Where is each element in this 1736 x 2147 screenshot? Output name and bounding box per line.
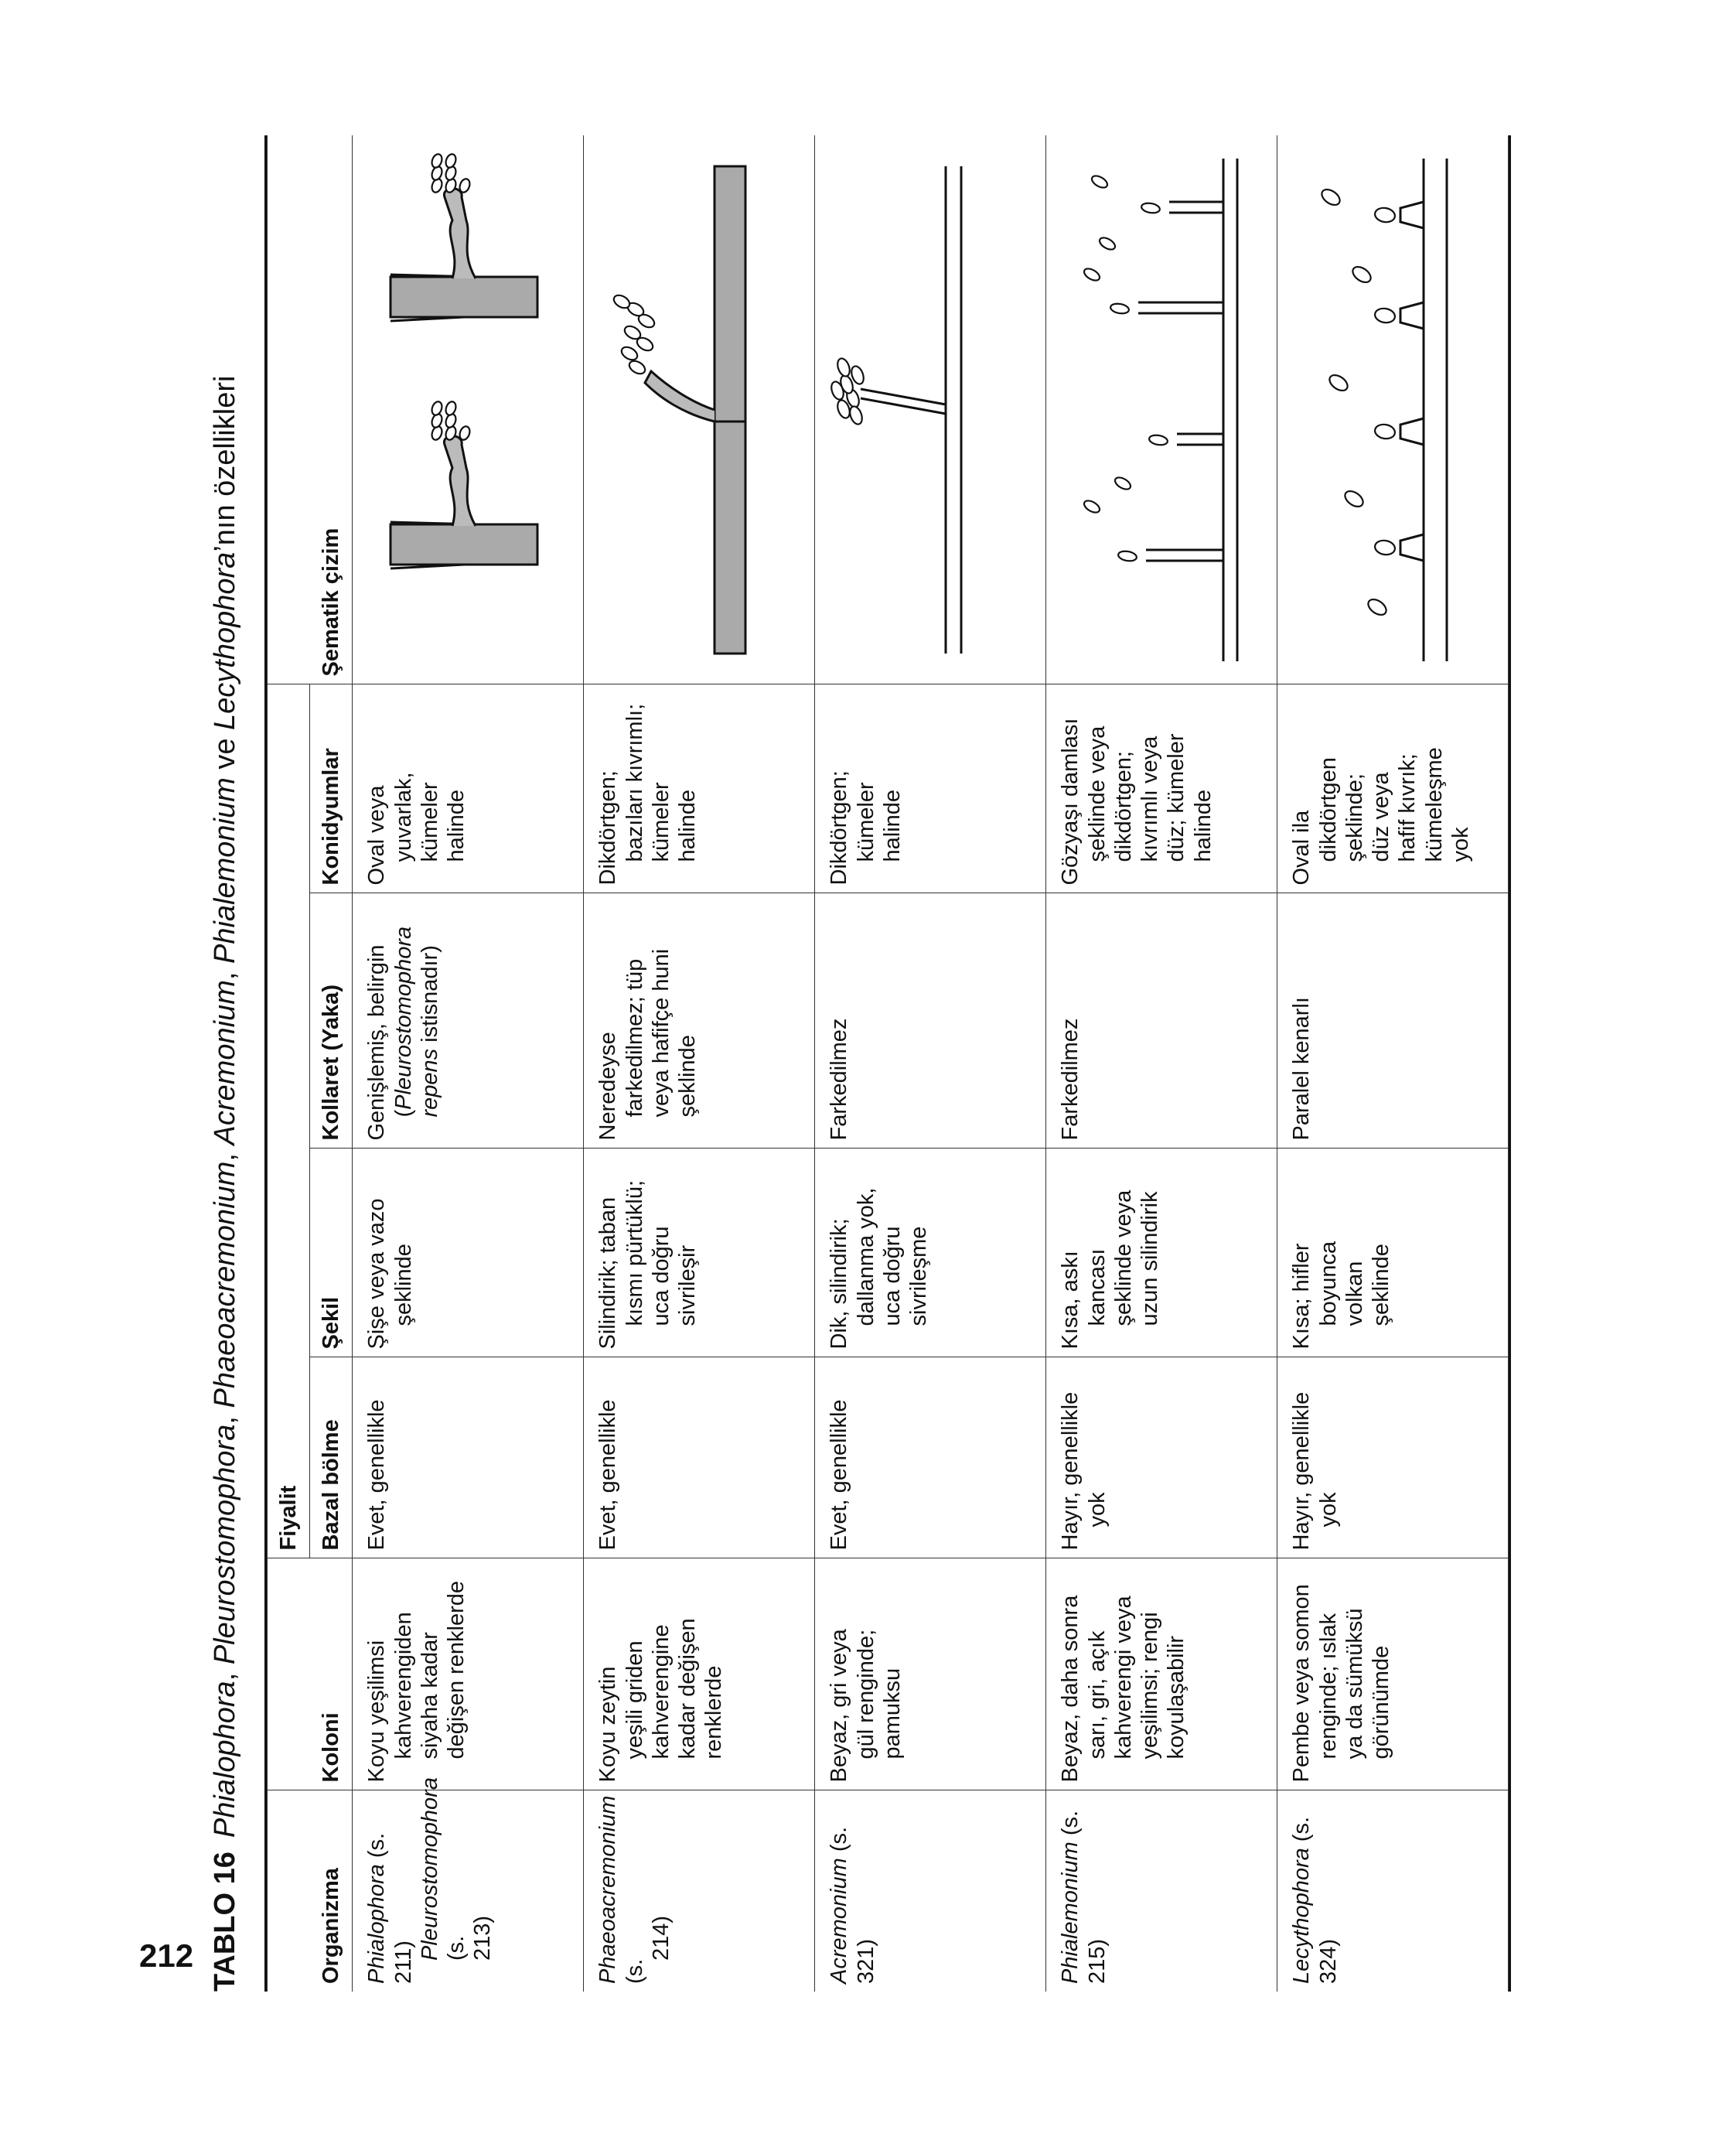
header-basal-septum: Bazal bölme [310, 1357, 353, 1558]
cell-line: kümeleşme [1421, 747, 1447, 862]
cell-line: dallanma yok, [853, 1187, 878, 1326]
colony-cell [353, 1558, 584, 1790]
cell-line: Beyaz, gri veya [827, 1629, 852, 1783]
cell-text: (s. [622, 1958, 647, 1984]
cell-line: kadar değişen [675, 1618, 701, 1760]
cell-line: değişen renklerde [444, 1580, 469, 1760]
cell-line: hafif kıvrık; [1395, 753, 1421, 862]
lecythophora-sketch-icon-drawing [1292, 143, 1493, 677]
cell-line: uzun silindirik [1137, 1191, 1163, 1326]
header-collarette: Kollaret (Yaka) [310, 893, 353, 1149]
shape-cell [815, 1149, 1046, 1357]
cell-line [363, 1799, 416, 1985]
collarette-cell [1277, 893, 1509, 1149]
colony-cell [1046, 1558, 1277, 1790]
title-part: , [209, 1408, 241, 1425]
cell-text: şeklinde [675, 1035, 701, 1118]
cell-line: Silindirik; taban [595, 1196, 621, 1350]
table-label: TABLO 16 [209, 1852, 241, 1992]
comparison-table [267, 135, 1509, 1992]
cell-line: kıvrımlı veya [1137, 736, 1163, 862]
cell-line: yuvarlak, [391, 772, 416, 862]
cell-line: Kısa; hifler [1289, 1243, 1315, 1350]
cell-line: Kısa, askı [1058, 1251, 1083, 1350]
cell-line: Oval ila [1289, 810, 1315, 886]
header-organism: Organizma [268, 1790, 353, 1992]
title-part: , [209, 964, 241, 981]
table-row [353, 135, 584, 1992]
cell-line: görünümde [1369, 1645, 1394, 1760]
cell-line: gül renginde; [853, 1629, 878, 1760]
cell-line [595, 902, 621, 1141]
cell-text: (s. 324) [1289, 1816, 1341, 1984]
lecythophora-sketch-icon [1277, 135, 1509, 684]
cell-line: halinde [879, 789, 905, 862]
cell-text: Acremonium [827, 1858, 852, 1984]
cell-line: şeklinde [1369, 1244, 1394, 1326]
cell-line [417, 1777, 469, 1985]
cell-text: Neredeyse [595, 1032, 621, 1141]
organism-cell [815, 1790, 1046, 1992]
cell-line [622, 902, 648, 1141]
phialemonium-sketch-icon [1046, 135, 1277, 684]
cell-line: yok [1448, 827, 1473, 862]
title-part: ’nın özellikleri [209, 375, 241, 552]
cell-line: Şişe veya vazo [364, 1198, 390, 1350]
cell-line: kısmı pürtüklü; [622, 1179, 647, 1326]
cell-text: (s. 211) [364, 1832, 416, 1984]
cell-line: düz veya [1369, 772, 1394, 862]
cell-line: dikdörtgen; [1110, 751, 1136, 862]
shape-cell [1046, 1149, 1277, 1357]
cell-text: Phialophora [364, 1864, 390, 1984]
cell-line: kümeler [417, 782, 442, 862]
title-part: , [209, 1664, 241, 1681]
phialophora-sketch-icon-drawing [367, 143, 568, 677]
cell-line: şeklinde veya [1084, 725, 1110, 862]
cell-text: Pleurostomophora [417, 1777, 442, 1961]
header-phialide: Fiyalit [268, 684, 310, 1558]
cell-line: halinde [675, 789, 701, 862]
cell-line: uca doğru [648, 1226, 674, 1326]
cell-line: kahverengi veya [1110, 1596, 1136, 1760]
cell-line [648, 1799, 674, 1985]
cell-line: Oval veya [364, 785, 390, 886]
cell-line: Koyu zeytin [595, 1666, 621, 1783]
cell-line [674, 902, 701, 1141]
cell-line [1288, 902, 1315, 1141]
cell-line: koyulaşabilir [1164, 1635, 1189, 1760]
cell-line: kahverengine [648, 1624, 674, 1760]
cell-line [595, 1795, 647, 1985]
cell-text: istisnadır) [417, 945, 442, 1049]
title-part: ve [209, 729, 241, 778]
table-frame [264, 135, 1511, 1992]
organism-cell [1277, 1790, 1509, 1992]
table-row [1046, 135, 1277, 1992]
cell-line: ya da sümüksü [1342, 1608, 1367, 1760]
cell-line: renginde; ıslak [1315, 1613, 1341, 1760]
cell-line: şeklinde [391, 1244, 416, 1326]
collarette-cell [584, 893, 815, 1149]
cell-line: Dikdörtgen; [827, 770, 852, 886]
acremonium-sketch-icon [815, 135, 1046, 684]
cell-line: uca doğru [879, 1226, 905, 1326]
organism-cell [584, 1790, 815, 1992]
title-part: , [209, 1145, 241, 1162]
cell-line: Dik, silindirik; [827, 1218, 852, 1350]
table-title [209, 376, 242, 1992]
cell-line: Evet, genellikle [827, 1399, 852, 1551]
cell-line: siyaha kadar [417, 1632, 442, 1760]
colony-cell [1277, 1558, 1509, 1790]
table-row [1277, 135, 1509, 1992]
cell-text: repens [417, 1048, 442, 1118]
colony-cell [815, 1558, 1046, 1790]
cell-line: sivrileşme [906, 1226, 932, 1326]
phialophora-sketch-icon [353, 135, 584, 684]
cell-line: kümeler [648, 782, 674, 862]
cell-line: Hayır, genellikle [1058, 1391, 1083, 1551]
collarette-cell [1046, 893, 1277, 1149]
cell-text: (s. 321) [827, 1826, 878, 1984]
header-shape: Şekil [310, 1149, 353, 1357]
basal-septum-cell [1277, 1357, 1509, 1558]
cell-line [826, 1799, 878, 1985]
conidia-cell [815, 684, 1046, 893]
conidia-cell [1277, 684, 1509, 893]
cell-text: 213) [470, 1915, 496, 1961]
cell-line: şeklinde veya [1110, 1190, 1136, 1326]
cell-line [417, 902, 443, 1141]
cell-line: pamuksu [879, 1667, 905, 1760]
cell-line [363, 902, 390, 1141]
cell-line [826, 902, 852, 1141]
cell-text: (s. [444, 1935, 469, 1961]
cell-line: kümeler [853, 782, 878, 862]
shape-cell [1277, 1149, 1509, 1357]
table-row [584, 135, 815, 1992]
cell-line: bazıları kıvrımlı; [622, 703, 647, 862]
cell-line [1288, 1799, 1341, 1985]
title-part: Phialemonium [209, 777, 241, 964]
rotated-table-page [209, 128, 1523, 1992]
cell-line: düz; kümeler [1164, 733, 1189, 862]
cell-text: farkedilmez; tüp [622, 958, 647, 1118]
cell-text: Pleurostomophora [391, 926, 416, 1110]
cell-line: Hayır, genellikle [1289, 1391, 1315, 1551]
conidia-cell [1046, 684, 1277, 893]
acremonium-sketch-icon-drawing [830, 143, 1031, 677]
collarette-cell [815, 893, 1046, 1149]
cell-line [391, 902, 417, 1141]
cell-line: Dikdörtgen; [595, 770, 621, 886]
basal-septum-cell [815, 1357, 1046, 1558]
cell-line: Pembe veya somon [1289, 1584, 1315, 1783]
collarette-cell [353, 893, 584, 1149]
table-caption [209, 376, 241, 1838]
cell-text: Lecythophora [1289, 1848, 1315, 1984]
title-part: Acremonium [209, 980, 241, 1145]
cell-line: kancası [1084, 1248, 1110, 1326]
cell-line: halinde [444, 789, 469, 862]
cell-text: 214) [648, 1915, 674, 1961]
organism-cell [1046, 1790, 1277, 1992]
cell-line: volkan [1342, 1261, 1367, 1326]
conidia-cell [584, 684, 815, 893]
cell-text: veya hafifçe huni [648, 948, 674, 1118]
colony-cell [584, 1558, 815, 1790]
cell-line: şeklinde; [1342, 773, 1367, 862]
table-row [815, 135, 1046, 1992]
cell-text: Phaeoacremonium [595, 1795, 621, 1984]
phaeoacremonium-sketch-icon-drawing [599, 143, 800, 677]
organism-cell [353, 1777, 584, 1992]
title-part: Pleurostomophora [209, 1424, 241, 1665]
phialemonium-sketch-icon-drawing [1061, 143, 1262, 677]
cell-line: boyunca [1315, 1241, 1341, 1326]
cell-line: Gözyaşı damlası [1058, 718, 1083, 886]
header-conidia: Konidyumlar [310, 684, 353, 893]
cell-line: Evet, genellikle [595, 1399, 621, 1551]
title-part: Lecythophora [209, 551, 241, 730]
cell-line [469, 1799, 496, 1985]
cell-line: Koyu yeşilimsi [364, 1640, 390, 1783]
table-body [353, 135, 1509, 1992]
title-part: Phialophora [209, 1681, 241, 1838]
cell-line: Evet, genellikle [364, 1399, 390, 1551]
cell-line: dikdörtgen [1315, 757, 1341, 862]
page-number: 212 [139, 1937, 194, 1974]
cell-line: sarı, gri, açık [1084, 1630, 1110, 1760]
phaeoacremonium-sketch-icon [584, 135, 815, 684]
cell-text: Farkedilmez [1058, 1018, 1083, 1141]
cell-text: ( [391, 1109, 416, 1118]
cell-text: Genişlemiş, belirgin [364, 944, 390, 1141]
basal-septum-cell [353, 1357, 584, 1558]
cell-line: yok [1315, 1492, 1341, 1527]
title-part: Phaeoacremonium [209, 1161, 241, 1408]
cell-text: Paralel kenarlı [1289, 997, 1315, 1141]
cell-line: sivrileşir [675, 1244, 701, 1326]
cell-line: halinde [1190, 789, 1216, 862]
cell-text: Farkedilmez [827, 1018, 852, 1141]
cell-text: Phialemonium [1058, 1842, 1083, 1984]
cell-line: yeşilimsi; rengi [1137, 1612, 1163, 1760]
cell-text: (s. 215) [1058, 1810, 1110, 1984]
cell-line [648, 902, 674, 1141]
cell-line: yeşili griden [622, 1640, 647, 1760]
header-row-group [268, 135, 310, 1992]
cell-line: Beyaz, daha sonra [1058, 1595, 1083, 1783]
cell-line: renklerde [701, 1665, 727, 1760]
cell-line [1057, 902, 1083, 1141]
shape-cell [584, 1149, 815, 1357]
basal-septum-cell [1046, 1357, 1277, 1558]
cell-line [1057, 1799, 1110, 1985]
header-sketch: Şematik çizim [268, 135, 353, 684]
cell-line: yok [1084, 1492, 1110, 1527]
header-colony: Koloni [268, 1558, 353, 1790]
conidia-cell [353, 684, 584, 893]
basal-septum-cell [584, 1357, 815, 1558]
shape-cell [353, 1149, 584, 1357]
cell-line: kahverengiden [391, 1612, 416, 1760]
